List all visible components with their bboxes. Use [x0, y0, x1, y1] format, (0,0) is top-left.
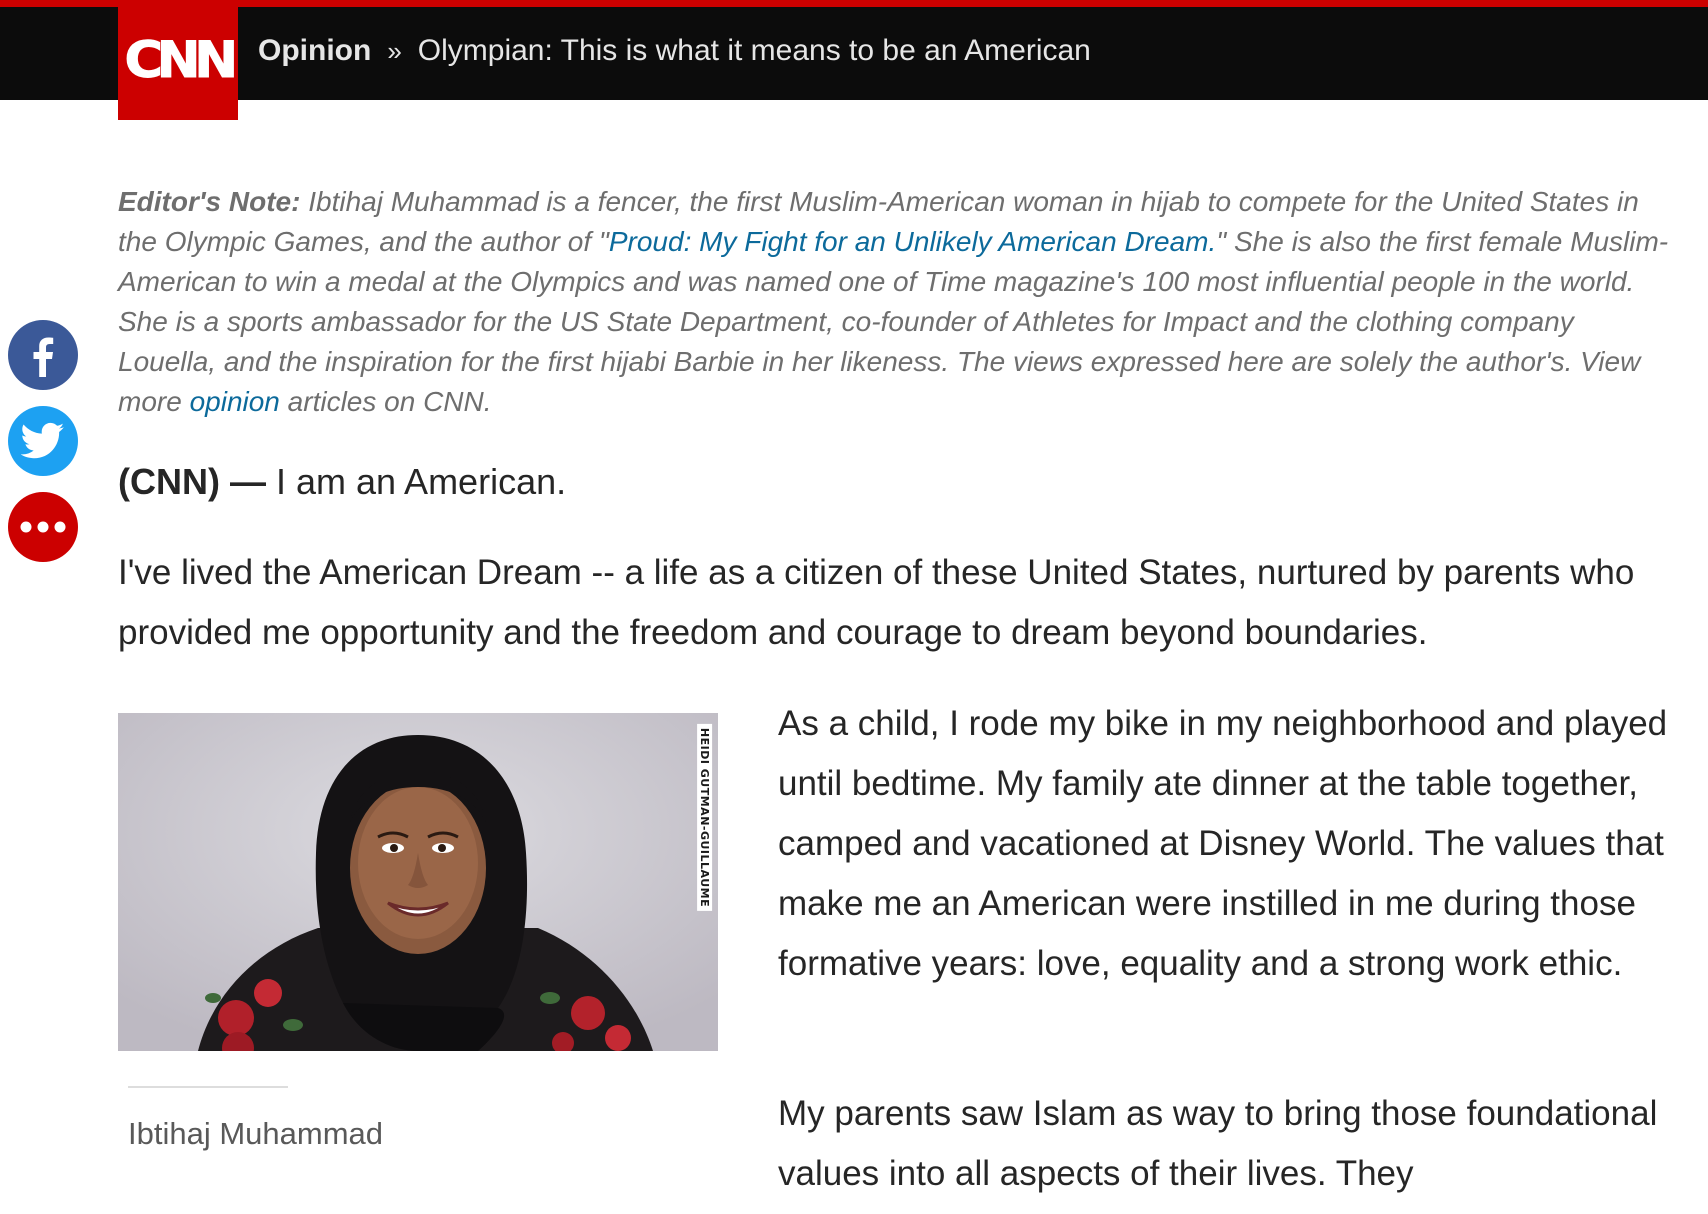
- editors-note-text: " She is also the first female Muslim-American to win a medal at the Olympics and was named one of Time magazine's 100 most influential people in the world. She is a sports ambassador for the US State Department, co-founder of Athletes for Impact and the clothing company Louella, and the inspiration for the first hijabi Barbie in her likeness. The views expressed here are solely the author's. View more: [118, 226, 1669, 417]
- editors-note-text: articles on CNN.: [279, 386, 492, 417]
- opinion-link[interactable]: opinion: [189, 386, 280, 417]
- author-photo[interactable]: [118, 713, 718, 1051]
- editors-note: [118, 182, 1678, 422]
- article-paragraph: My parents saw Islam as way to bring those foundational values into all aspects of their lives. They: [778, 1094, 1658, 1193]
- caption-divider: [128, 1086, 288, 1088]
- article-paragraph: As a child, I rode my bike in my neighborhood and played until bedtime. My family ate dinner at the table together, camped and vacationed at Disney World. The values that make me an American were instilled in me during those formative years: love, equality and a strong work ethic.: [778, 704, 1668, 983]
- editors-note-text: Ibtihaj Muhammad is a fencer, the first Muslim-American woman in hijab to compete for the United States in the Olympic Games, and the author of ": [118, 186, 1639, 257]
- twitter-icon: [21, 422, 65, 460]
- breadcrumb: [258, 31, 1091, 71]
- photo-credit-text: HEIDI GUTMAN-GUILLAUME: [698, 723, 713, 910]
- author-portrait: [118, 713, 718, 1051]
- share-twitter-button[interactable]: [8, 406, 78, 476]
- dateline: (CNN) —: [118, 461, 266, 502]
- breadcrumb-section-link[interactable]: Opinion: [258, 34, 372, 67]
- cnn-logo-text: CNN: [124, 31, 232, 89]
- photo-credit: [696, 719, 714, 915]
- breadcrumb-page-title: Olympian: This is what it means to be an American: [417, 34, 1091, 67]
- photo-caption: Ibtihaj Muhammad: [128, 1116, 384, 1151]
- article-lead: [118, 458, 566, 506]
- more-icon: [19, 521, 67, 533]
- book-title-link[interactable]: Proud: My Fight for an Unlikely American Dream.: [608, 226, 1217, 257]
- breadcrumb-separator: »: [387, 35, 402, 66]
- article-paragraph: I've lived the American Dream -- a life as a citizen of these United States, nurtured by parents who provided me opportunity and the freedom and courage to dream beyond boundaries.: [118, 553, 1635, 652]
- editors-note-label: Editor's Note:: [118, 186, 301, 217]
- lead-text: I am an American.: [265, 461, 567, 502]
- share-facebook-button[interactable]: [8, 320, 78, 390]
- share-more-button[interactable]: [8, 492, 78, 562]
- facebook-icon: [23, 333, 63, 377]
- cnn-logo[interactable]: [118, 0, 238, 120]
